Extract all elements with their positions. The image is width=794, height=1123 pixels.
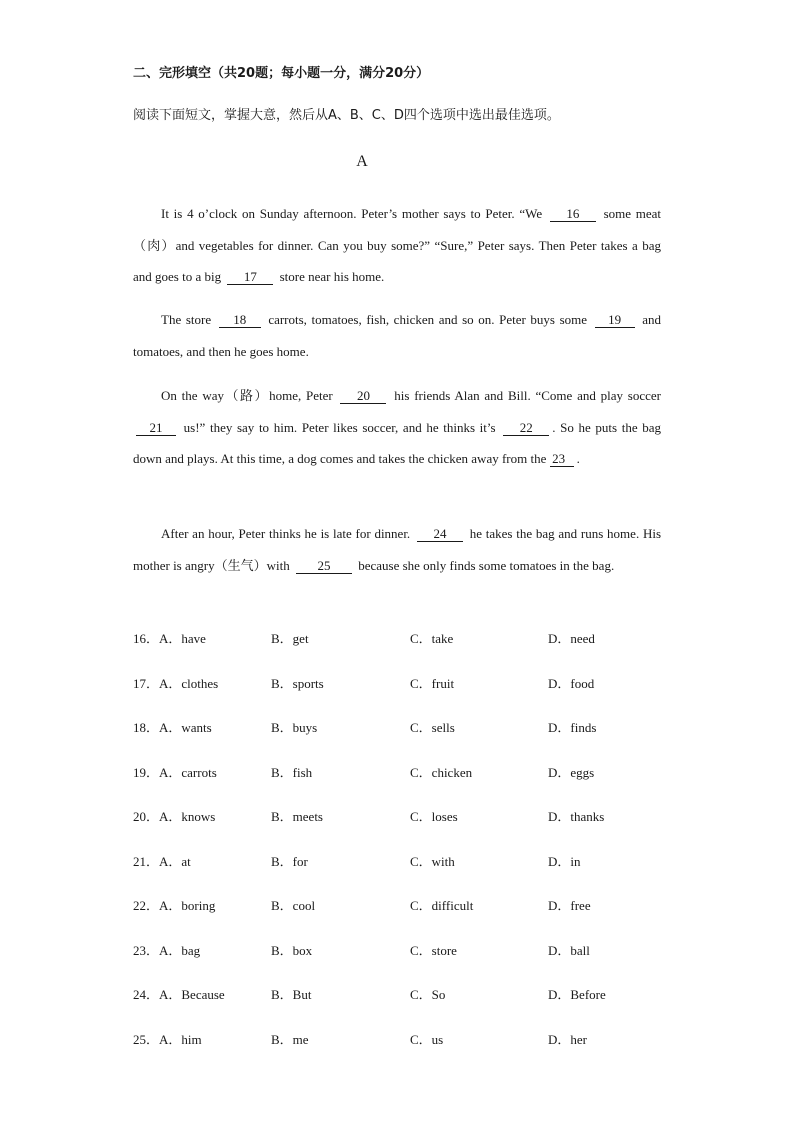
option-c: C．store [410,942,457,958]
paragraph-text: because she only finds some tomatoes in the bag. [358,557,615,573]
passage-paragraph-1 [133,198,661,293]
option-c: C．chicken [410,764,473,780]
option-d: D．thanks [548,809,605,824]
option-b: B．But [271,987,312,1002]
option-a: 18．A．wants [133,720,212,735]
option-d: D．in [548,853,581,869]
option-a: 16．A．have [133,631,206,646]
option-b: B．me [271,1031,309,1047]
section-instruction: 阅读下面短文，掌握大意，然后从A、B、C、D四个选项中选出最佳选项。 [133,108,560,123]
option-b: B．sports [271,675,324,691]
option-c: C．fruit [410,675,455,691]
option-c: C．us [410,1031,444,1047]
option-a: 20．A．knows [133,809,216,824]
section-title: 二、完形填空（共20题；每小题一分，满分20分） [133,66,430,81]
option-a: 19．A．carrots [133,764,217,780]
option-a: 25．A．him [133,1031,202,1047]
blank-22: 22 [503,421,549,436]
question-17 [133,673,693,718]
option-d: D．need [548,631,595,646]
option-d: D．finds [548,720,597,735]
paragraph-text: carrots, tomatoes, fish, chicken and so on. Peter buys some [268,312,588,327]
paragraph-text: . [576,451,580,466]
option-b: B．cool [271,898,316,913]
question-18 [133,717,693,762]
blank-19: 19 [595,313,635,328]
blank-20: 20 [340,389,386,404]
paragraph-text: and tomatoes, and then he goes home. [133,312,662,359]
question-22 [133,895,693,940]
blank-18: 18 [219,313,261,328]
option-b: B．meets [271,809,323,824]
passage-paragraph-3 [133,380,661,475]
option-d: D．food [548,675,595,691]
option-a: 22．A．boring [133,898,216,913]
paragraph-text: some meat（肉）and vegetables for dinner. Can you buy some?” “Sure,” Peter says. Then Peter takes a bag and goes to a big [133,206,661,284]
option-b: B．box [271,942,313,958]
question-21 [133,851,693,896]
option-d: D．her [548,1031,587,1047]
option-b: B．get [271,631,309,646]
option-d: D．free [548,898,591,913]
question-23 [133,940,693,985]
option-b: B．fish [271,764,313,780]
paragraph-text: his friends Alan and Bill. “Come and play soccer [394,388,661,403]
question-19 [133,762,693,807]
option-a: 23．A．bag [133,942,201,958]
option-c: C．take [410,631,454,646]
option-a: 24．A．Because [133,987,225,1002]
option-c: C．with [410,853,455,869]
passage-paragraph-2 [133,304,661,367]
option-a: 21．A．at [133,853,191,869]
option-c: C．difficult [410,898,474,913]
passage-paragraph-4 [133,518,661,581]
paragraph-text: store near his home. [279,269,385,284]
option-d: D．Before [548,987,606,1002]
option-d: D．ball [548,942,590,958]
blank-21: 21 [136,421,176,436]
question-20 [133,806,693,851]
paragraph-text: After an hour, Peter thinks he is late for dinner. [161,526,411,541]
blank-16: 16 [550,207,596,222]
question-16 [133,628,693,673]
blank-23: 23 [550,452,574,467]
option-c: C．sells [410,720,455,735]
paragraph-text: It is 4 o’clock on Sunday afternoon. Peter’s mother says to Peter. “We [161,206,543,221]
passage-heading: A [356,153,368,170]
paragraph-text: us!” they say to him. Peter likes soccer, and he thinks it’s [183,419,496,435]
paragraph-text: The store [161,312,212,327]
blank-17: 17 [227,270,273,285]
option-b: B．buys [271,720,318,735]
option-c: C．So [410,987,446,1002]
blank-25: 25 [296,559,352,574]
answer-options [133,628,693,1073]
paragraph-text: he takes the bag and runs home. His mother is angry（生气）with [133,526,662,573]
option-c: C．loses [410,809,458,824]
option-d: D．eggs [548,764,595,780]
question-24 [133,984,693,1029]
question-25 [133,1029,693,1074]
paragraph-text: . So he puts the bag down and plays. At this time, a dog comes and takes the chicken away from the [133,419,662,466]
blank-24: 24 [417,527,463,542]
paragraph-text: On the way（路）home, Peter [161,388,333,403]
option-b: B．for [271,853,308,869]
option-a: 17．A．clothes [133,675,219,691]
